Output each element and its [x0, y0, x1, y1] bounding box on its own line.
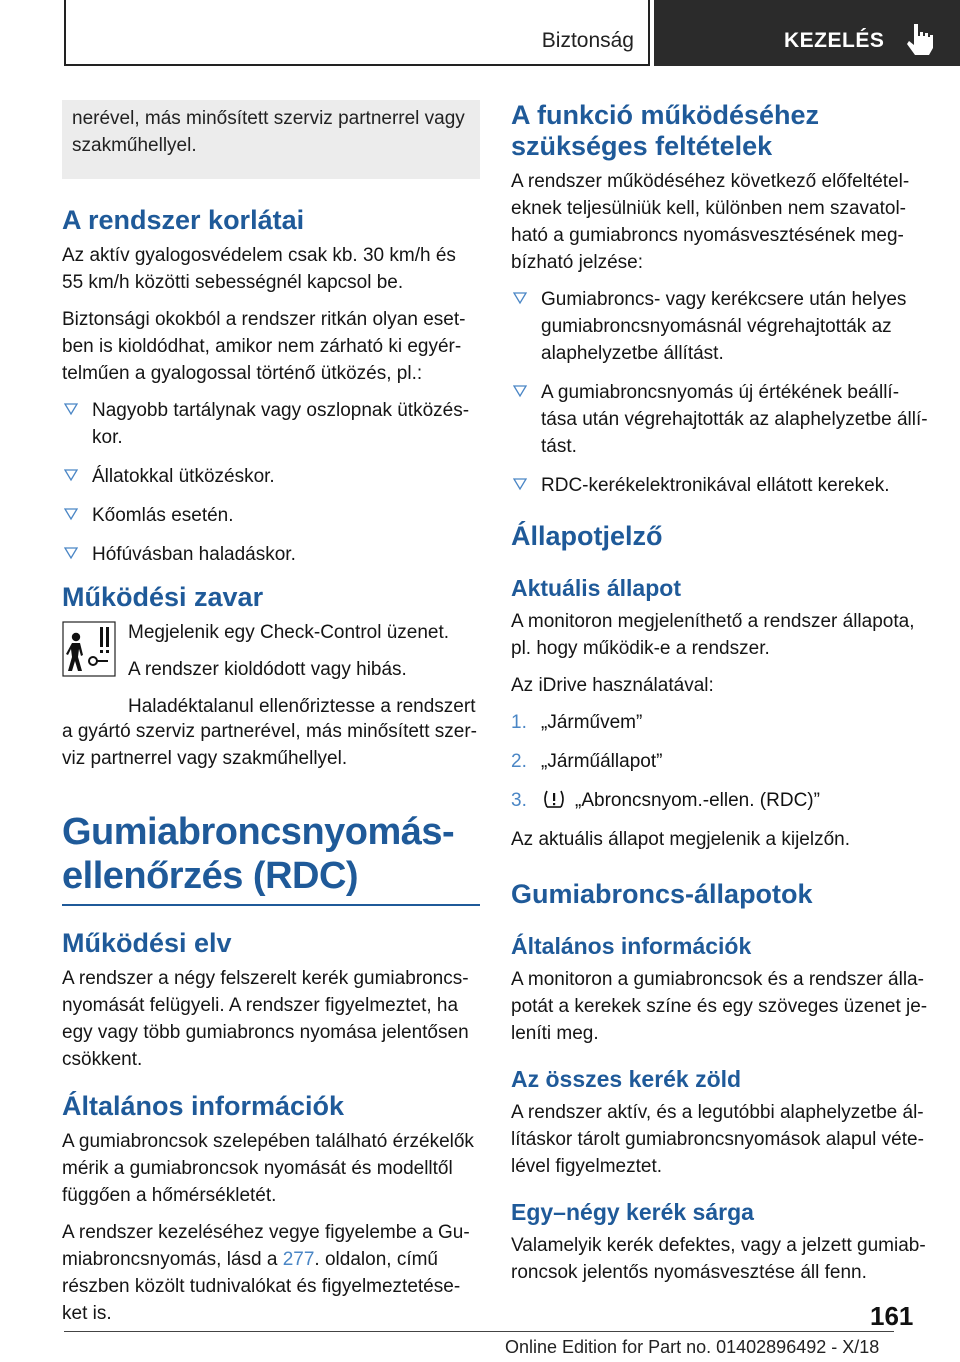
principle-paragraph: A rendszer a négy felszerelt kerék gumiabroncs-nyomását felügyeli. A rendszer figyelmeztet, ha egy vagy több gumiabroncs nyomása jelentősen csökkent.: [62, 968, 469, 1070]
bullet-triangle-icon: [513, 384, 527, 398]
heading-current-status: Aktuális állapot: [511, 575, 681, 601]
list-item: Gumiabroncs- vagy kerékcsere után helyes gumiabroncsnyomásnál végrehajtották az alaphelyzetbe állítást.: [511, 286, 929, 367]
right-column: [511, 100, 929, 1296]
heading-prerequisites: A funkció működéséhez szükséges feltételek: [511, 100, 820, 161]
fault-paragraph-1: Megjelenik egy Check-Control üzenet.: [128, 622, 450, 643]
hand-pointer-icon: [904, 22, 936, 56]
heading-yellow: Egy–négy kerék sárga: [511, 1199, 754, 1225]
chapter-tab: [654, 0, 960, 66]
list-item: RDC-kerékelektronikával ellátott kerekek.: [511, 472, 929, 499]
heading-tire-states: Gumiabroncs-állapotok: [511, 879, 813, 909]
list-item: 3. „Abroncsnyom.-ellen. (RDC)”: [511, 790, 820, 811]
heading-status: Állapotjelző: [511, 521, 663, 551]
bullet-triangle-icon: [513, 477, 527, 491]
page-number: 161: [870, 1301, 914, 1331]
tire-pressure-icon: [541, 788, 567, 810]
heading-principle: Működési elv: [62, 928, 232, 958]
general-paragraph-2: A rendszer kezeléséhez vegye figyelembe a Gu-miabroncsnyomás, lásd a 277. oldalon, című részben közölt tudnivalókat és figyelmeztetése-ket is.: [62, 1222, 470, 1324]
general-right-paragraph: A monitoron a gumiabroncsok és a rendszer álla-potát a kerekek színe és egy szöveges üzenet je-leníti meg.: [511, 969, 928, 1044]
list-item: Kőomlás esetén.: [62, 502, 480, 529]
heading-general-right: Általános információk: [511, 933, 752, 959]
status-shown-paragraph: Az aktuális állapot megjelenik a kijelzőn.: [511, 829, 851, 850]
heading-all-green: Az összes kerék zöld: [511, 1066, 742, 1092]
prerequisites-paragraph: A rendszer működéséhez következő előfeltétel-eknek teljesülniük kell, különben nem szavatol-ható a gumiabroncs nyomásvesztésének meg-bízható jelzése:: [511, 171, 910, 273]
page-header: [64, 0, 960, 66]
current-paragraph: A monitoron megjeleníthető a rendszer állapota, pl. hogy működik-e a rendszer.: [511, 611, 915, 659]
continued-note: nerével, más minősített szerviz partnerrel vagy szakműhellyel.: [62, 100, 480, 179]
fault-paragraph-2: A rendszer kioldódott vagy hibás.: [128, 659, 407, 680]
section-box: [64, 0, 650, 66]
list-item: 2. „Járműállapot”: [511, 751, 663, 772]
list-item: 1. „Járművem”: [511, 712, 643, 733]
edition-footer: Online Edition for Part no. 01402896492 - X/18: [505, 1337, 880, 1357]
heading-limits: A rendszer korlátai: [62, 205, 305, 235]
idrive-paragraph: Az iDrive használatával:: [511, 675, 714, 696]
fault-paragraph-3a: Haladéktalanul ellenőriztesse a rendszert: [128, 696, 476, 717]
heading-general-left: Általános információk: [62, 1091, 345, 1121]
fault-message-block: [62, 619, 480, 720]
bullet-triangle-icon: [513, 291, 527, 305]
chapter-title: KEZELÉS: [784, 29, 885, 52]
page-link[interactable]: 277: [282, 1249, 315, 1270]
fault-paragraph-3b: a gyártó szerviz partnerével, más minősített szer-viz partnerrel vagy szakműhellyel.: [62, 721, 477, 769]
list-item: Nagyobb tartálynak vagy oszlopnak ütközés-kor.: [62, 397, 480, 451]
list-item: Hófúvásban haladáskor.: [62, 541, 480, 568]
green-paragraph: A rendszer aktív, és a legutóbbi alaphelyzetbe ál-lításkor tárolt gumiabroncsnyomások alapul véte-lével figyelmeztet.: [511, 1102, 924, 1177]
limits-paragraph-1: Az aktív gyalogosvédelem csak kb. 30 km/h és 55 km/h közötti sebességnél kapcsol be.: [62, 245, 456, 293]
bullet-triangle-icon: [64, 402, 78, 416]
yellow-paragraph: Valamelyik kerék defektes, vagy a jelzett gumiab-roncsok jelentős nyomásvesztése áll fenn.: [511, 1235, 926, 1283]
bullet-triangle-icon: [64, 468, 78, 482]
general-paragraph-1: A gumiabroncsok szelepében található érzékelők mérik a gumiabroncsok nyomását és modelltől függően a hőmérsékletét.: [62, 1131, 474, 1206]
heading-fault: Működési zavar: [62, 582, 264, 612]
bullet-triangle-icon: [64, 546, 78, 560]
list-item: A gumiabroncsnyomás új értékének beállí-tása után végrehajtották az alaphelyzetbe állí-tást.: [511, 379, 929, 460]
heading-rdc: Gumiabroncsnyomás-ellenőrzés (RDC): [62, 810, 480, 906]
limits-list: [62, 397, 480, 568]
steps-list: [511, 709, 929, 814]
bullet-triangle-icon: [64, 507, 78, 521]
list-item: Állatokkal ütközéskor.: [62, 463, 480, 490]
prerequisites-list: [511, 286, 929, 499]
limits-paragraph-2: Biztonsági okokból a rendszer ritkán olyan eset-ben is kioldódhat, amikor nem zárható ki egyér-telműen a gyalogossal történő ütközés, pl.:: [62, 309, 466, 384]
footer-divider: [64, 1331, 894, 1332]
pedestrian-warning-icon: [62, 621, 116, 677]
left-column: [62, 100, 480, 1337]
section-title: Biztonság: [541, 29, 634, 52]
